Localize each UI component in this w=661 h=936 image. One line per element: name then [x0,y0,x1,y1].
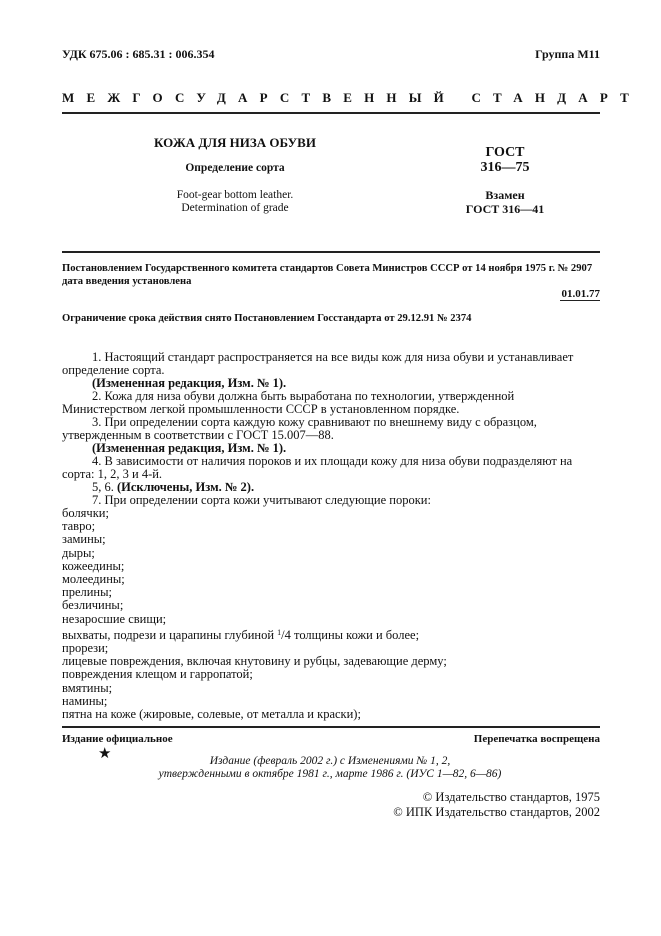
gost-number: 316—75 [480,160,530,175]
udk-code: УДК 675.06 : 685.31 : 006.354 [62,47,215,61]
paragraph-1-edit: (Измененная редакция, Изм. № 1). [92,376,287,390]
decree-text-line2: дата введения установлена [62,276,192,287]
replaces-label: Взамен [485,188,525,202]
fraction-numerator: 1 [277,627,282,637]
group-code: Группа М11 [535,47,600,61]
defect-depth-text: выхваты, подрези и царапины глубиной [62,627,278,642]
document-title: КОЖА ДЛЯ НИЗА ОБУВИ [154,135,316,150]
paragraph-4: 4. В зависимости от наличия пороков и их площади кожу для низа обуви подразделяют на сорта: 1, 2, 3 и 4-й. [62,454,573,482]
edition-info-line1: Издание (февраль 2002 г.) с Изменениями № 1, 2, [209,755,451,767]
defect-item: лицевые повреждения, включая кнутовину и рубцы, задевающие дерму; [62,654,447,669]
limitation-note: Ограничение срока действия снято Постановлением Госстандарта от 29.12.91 № 2374 [62,313,472,324]
defect-item: повреждения клещом и гарропатой; [62,667,253,682]
defect-item: тавро; [62,519,96,534]
footer-divider [62,726,600,728]
document-subtitle: Определение сорта [185,162,285,174]
defect-depth-fraction: /4 толщины кожи и более; [281,627,420,642]
title-divider [62,251,600,253]
defect-item: прорези; [62,641,109,656]
edition-info-line2: утвержденными в октябре 1981 г., марте 1986 г. (ИУС 1—82, 6—86) [158,768,502,780]
defect-item: пятна на коже (жировые, солевые, от металла и краски); [62,707,361,722]
defect-list [62,507,600,721]
defect-item: дыры; [62,545,95,560]
english-title-line1: Foot-gear bottom leather. [176,189,294,201]
official-edition: Издание официальное [62,733,173,745]
star-icon: ★ [98,746,112,762]
english-title-line2: Determination of grade [181,202,289,214]
paragraph-1: 1. Настоящий стандарт распространяется на все виды кож для низа обуви и устанавливает определение сорта. [62,350,574,378]
defect-item: намины; [62,693,108,708]
copyright-2002: © ИПК Издательство стандартов, 2002 [393,805,600,819]
date-underline [560,300,600,301]
top-divider [62,112,600,114]
paragraph-5-6-number: 5, 6. [92,480,114,494]
defect-item: вмятины; [62,680,113,695]
defect-item: незаросшие свищи; [62,611,167,626]
paragraph-2: 2. Кожа для низа обуви должна быть выработана по технологии, утвержденной Министерством легкой промышленности СССР в установленном порядке. [62,389,515,417]
reprint-notice: Перепечатка воспрещена [473,733,600,745]
replaces-standard: ГОСТ 316—41 [465,202,545,216]
paragraph-7: 7. При определении сорта кожи учитывают следующие пороки: [92,493,431,507]
defect-item: замины; [62,532,106,547]
copyright-1975: © Издательство стандартов, 1975 [422,790,600,804]
standard-type: МЕЖГОСУДАРСТВЕННЫЙ СТАНДАРТ [62,90,642,105]
defect-item: молеедины; [62,572,125,587]
defect-item: безличины; [62,598,124,613]
defect-item: прелины; [62,585,112,600]
defect-item-depth [62,626,600,642]
paragraph-5-6-note: (Исключены, Изм. № 2). [117,480,255,494]
gost-label: ГОСТ [485,145,525,160]
paragraph-3: 3. При определении сорта каждую кожу сравнивают по внешнему виду с образцом, утвержденным в соответствии с ГОСТ 15.007—88. [62,415,537,443]
paragraph-3-edit: (Измененная редакция, Изм. № 1). [92,441,287,455]
defect-item: болячки; [62,506,109,520]
introduction-date: 01.01.77 [561,288,600,300]
defect-item: кожеедины; [62,558,125,573]
decree-text-line1: Постановлением Государственного комитета стандартов Совета Министров СССР от 14 ноября 1975 г. № 2907 [62,263,593,274]
